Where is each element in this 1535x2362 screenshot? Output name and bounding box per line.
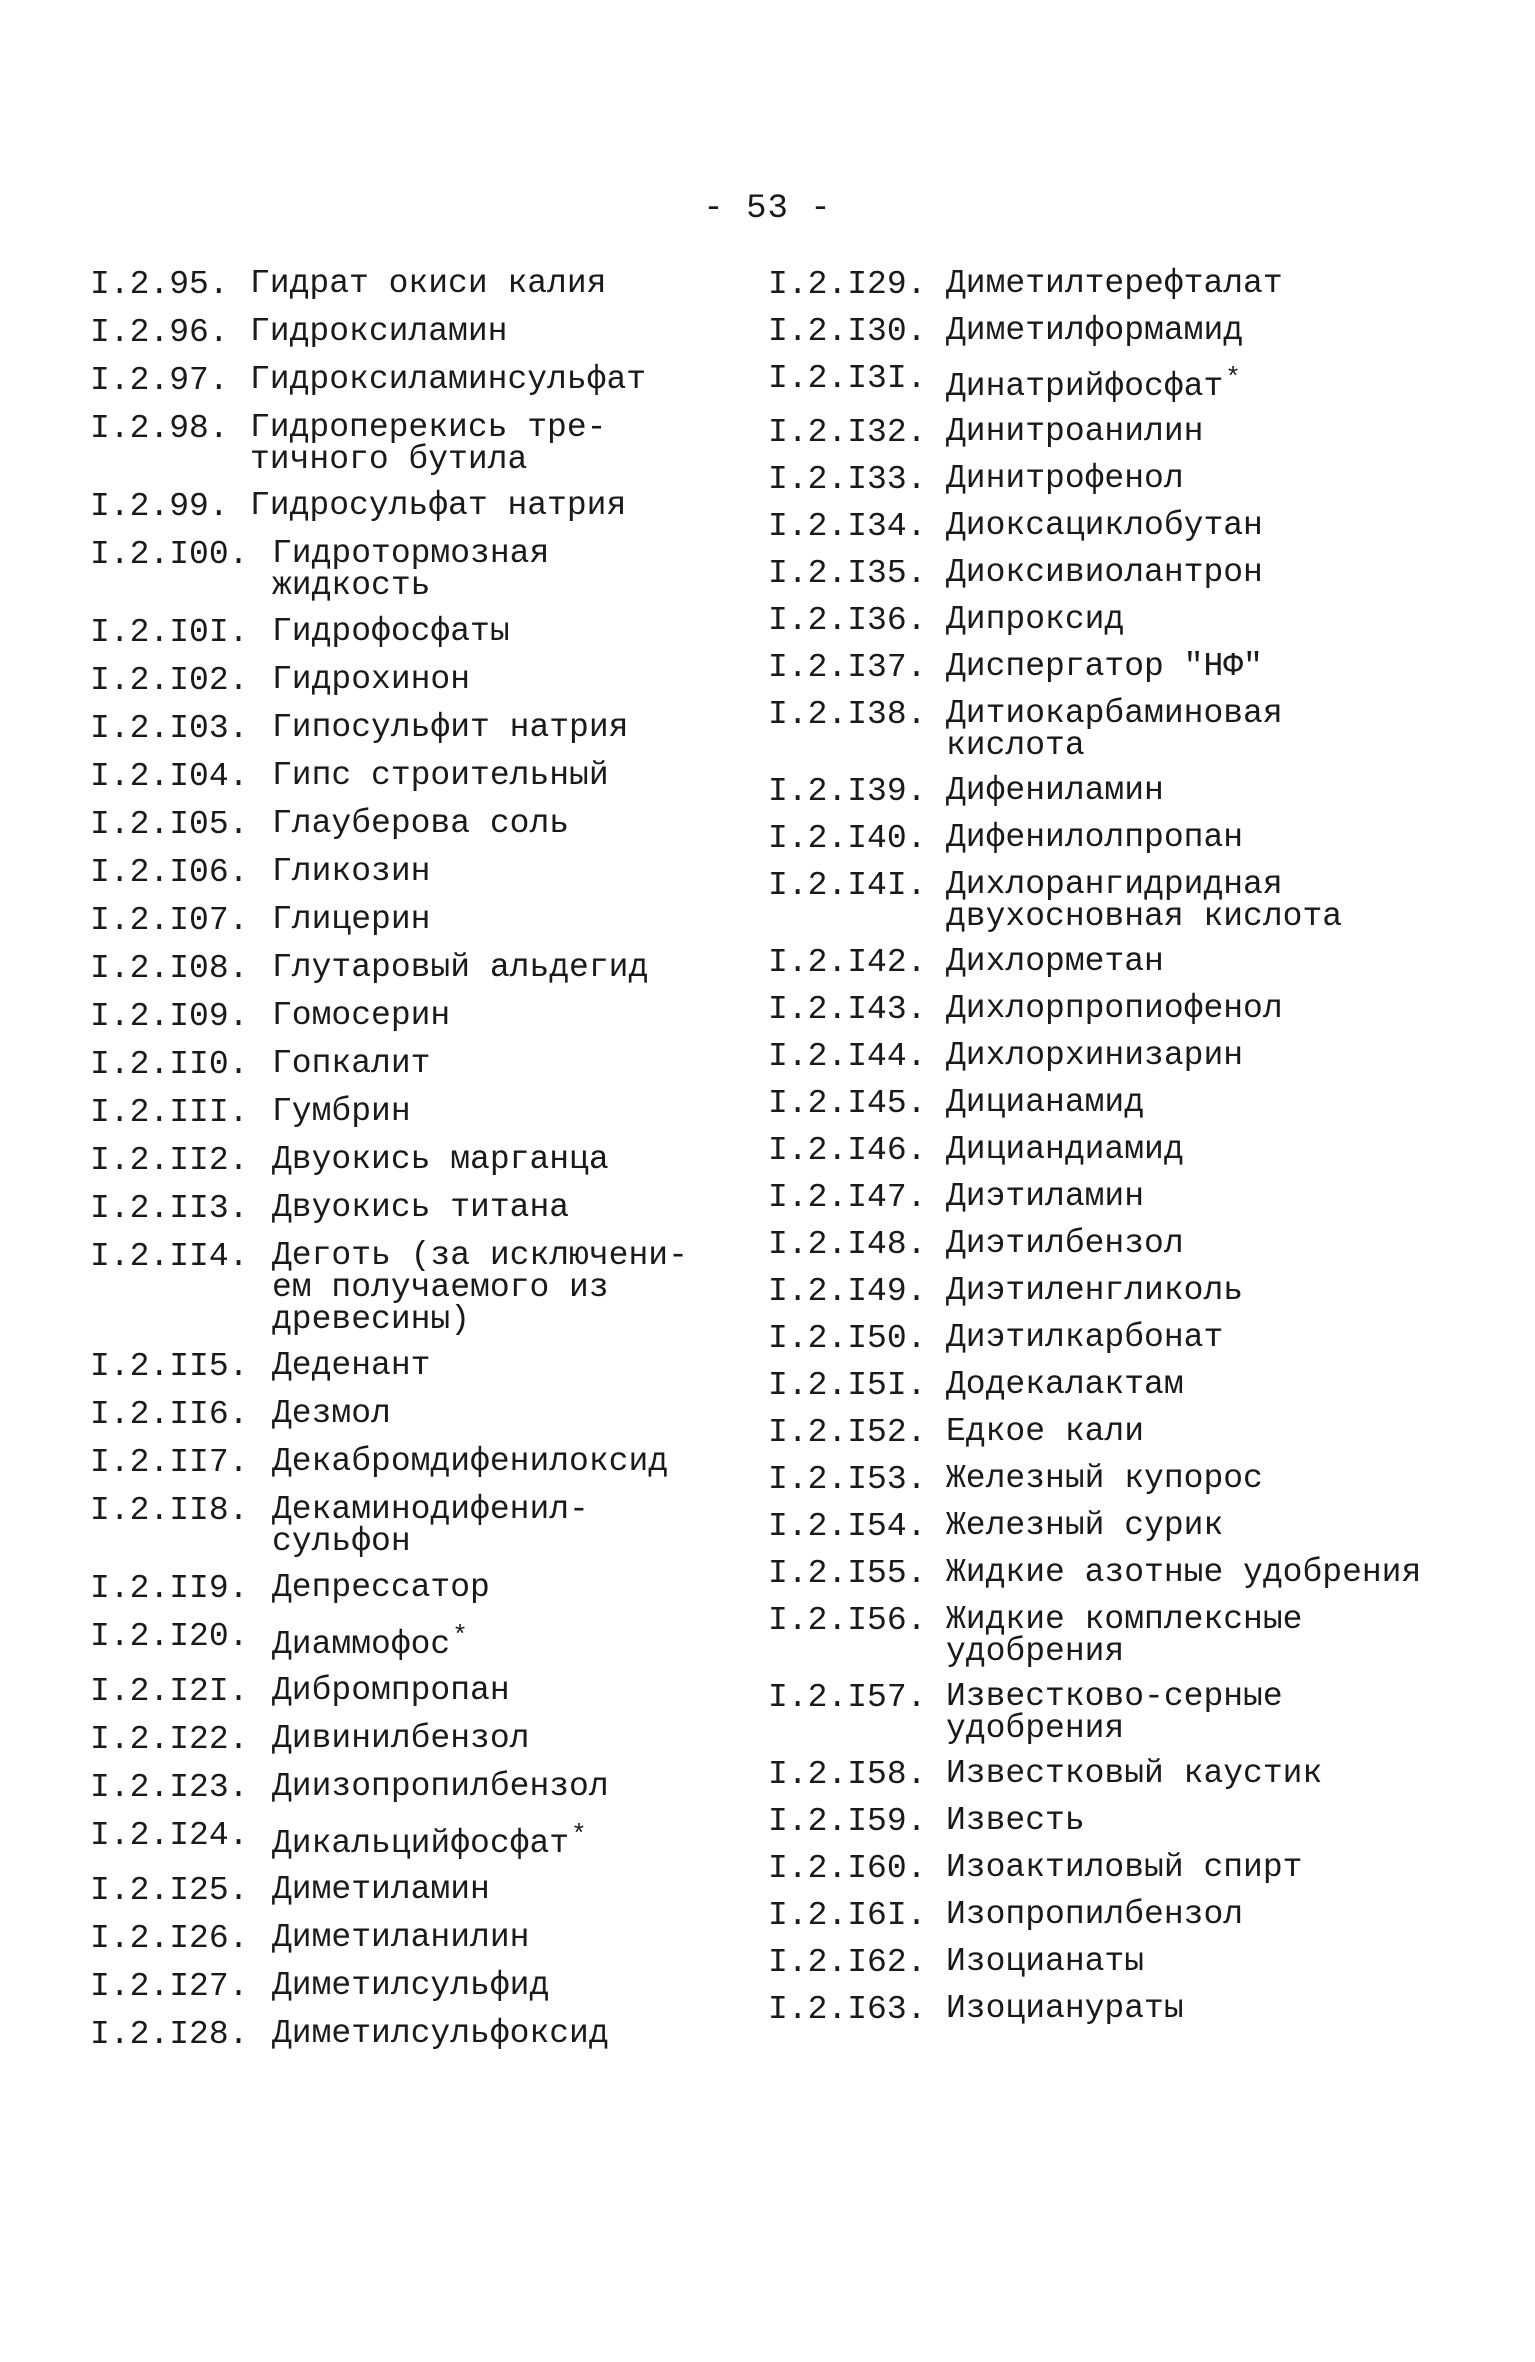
item-number: I.2.I27.	[90, 1968, 249, 2005]
item-name-text: Гидрофосфаты	[272, 613, 510, 650]
item-number: I.2.I49.	[768, 1273, 927, 1310]
list-item	[768, 695, 1488, 764]
item-name	[272, 709, 730, 746]
item-name-text: Известь	[946, 1802, 1085, 1839]
item-name	[946, 1755, 1488, 1792]
item-number: I.2.I20.	[90, 1618, 249, 1655]
item-name-text: Дивинилбензол	[272, 1720, 530, 1757]
list-item	[768, 648, 1488, 686]
list-item	[768, 601, 1488, 639]
item-number: I.2.I37.	[768, 649, 927, 686]
list-item	[90, 1093, 730, 1131]
item-name-text: Двуокись марганца	[272, 1141, 609, 1178]
list-item	[90, 613, 730, 651]
item-number: I.2.I28.	[90, 2016, 249, 2053]
item-name	[946, 312, 1488, 349]
list-item	[90, 1189, 730, 1227]
item-name	[946, 1319, 1488, 1356]
list-item	[90, 901, 730, 939]
item-name	[946, 1849, 1488, 1886]
item-name	[946, 554, 1488, 591]
list-item	[768, 1037, 1488, 1075]
item-number: I.2.I29.	[768, 266, 927, 303]
list-item	[90, 805, 730, 843]
item-name	[272, 535, 730, 604]
item-number: I.2.I09.	[90, 998, 249, 1035]
item-name-text: Дихлорхинизарин	[946, 1037, 1244, 1074]
list-item	[90, 1347, 730, 1385]
item-number: I.2.I35.	[768, 555, 927, 592]
item-number: I.2.I56.	[768, 1602, 927, 1639]
item-number: I.2.I47.	[768, 1179, 927, 1216]
item-name-text: Гипосульфит натрия	[272, 709, 629, 746]
item-name-text: Динатрийфосфат	[946, 368, 1224, 405]
list-item	[90, 361, 730, 399]
item-name-text: Диизопропилбензол	[272, 1768, 609, 1805]
list-item	[768, 1943, 1488, 1981]
item-name	[272, 1395, 730, 1432]
item-name-text: Дезмол	[272, 1395, 391, 1432]
item-number: I.2.I55.	[768, 1555, 927, 1592]
item-number: I.2.I33.	[768, 461, 927, 498]
item-name-text: Жидкие комплексные удобрения	[946, 1601, 1303, 1670]
footnote-asterisk: *	[571, 1820, 587, 1850]
item-name	[946, 772, 1488, 809]
item-number: I.2.I36.	[768, 602, 927, 639]
item-number: I.2.I26.	[90, 1920, 249, 1957]
item-name	[946, 1507, 1488, 1544]
list-item	[768, 312, 1488, 350]
item-name-text: Гидросульфат натрия	[250, 487, 627, 524]
item-name	[946, 1131, 1488, 1168]
item-name	[250, 409, 730, 478]
item-number: I.2.I38.	[768, 696, 927, 733]
list-item	[768, 1990, 1488, 2028]
list-item	[90, 409, 730, 478]
item-name-text: Гидроперекись тре- тичного бутила	[250, 409, 607, 478]
list-item	[768, 1896, 1488, 1934]
list-item	[90, 1871, 730, 1909]
item-number: I.2.I06.	[90, 854, 249, 891]
item-name-text: Жидкие азотные удобрения	[946, 1554, 1422, 1591]
item-number: I.2.I24.	[90, 1817, 249, 1854]
item-name	[272, 661, 730, 698]
item-name	[272, 1672, 730, 1709]
item-name-text: Известковый каустик	[946, 1755, 1323, 1792]
item-name-text: Декабромдифенилоксид	[272, 1443, 669, 1480]
item-name	[946, 648, 1488, 685]
item-name-text: Диметилформамид	[946, 312, 1244, 349]
item-number: I.2.II9.	[90, 1570, 249, 1607]
list-item	[768, 1272, 1488, 1310]
list-item	[768, 362, 1488, 403]
item-name-text: Диэтиламин	[946, 1178, 1145, 1215]
item-name-text: Гумбрин	[272, 1093, 411, 1130]
item-name	[272, 1768, 730, 1805]
item-number: I.2.I05.	[90, 806, 249, 843]
list-item	[768, 819, 1488, 857]
item-name-text: Дикальцийфосфат	[272, 1825, 570, 1862]
item-name-text: Диэтиленгликоль	[946, 1272, 1244, 1309]
item-number: I.2.I04.	[90, 758, 249, 795]
item-name-text: Дитиокарбаминовая кислота	[946, 695, 1283, 764]
list-item	[90, 1141, 730, 1179]
list-item	[90, 2015, 730, 2053]
item-number: I.2.99.	[90, 488, 229, 525]
item-name	[946, 1601, 1488, 1670]
item-name-text: Гидроксиламин	[250, 313, 508, 350]
left-column	[90, 265, 730, 2066]
item-name-text: Железный купорос	[946, 1460, 1263, 1497]
item-number: I.2.96.	[90, 314, 229, 351]
item-number: I.2.I23.	[90, 1769, 249, 1806]
item-number: I.2.II7.	[90, 1444, 249, 1481]
item-name-text: Двуокись титана	[272, 1189, 570, 1226]
item-number: I.2.I25.	[90, 1872, 249, 1909]
item-name	[250, 265, 730, 302]
item-name-text: Дициандиамид	[946, 1131, 1184, 1168]
item-name-text: Гопкалит	[272, 1045, 431, 1082]
list-item	[90, 1919, 730, 1957]
list-item	[90, 1819, 730, 1860]
item-number: I.2.I3I.	[768, 360, 927, 397]
item-name-text: Дицианамид	[946, 1084, 1145, 1121]
item-number: I.2.I03.	[90, 710, 249, 747]
item-name	[946, 1678, 1488, 1747]
item-name	[946, 1554, 1488, 1591]
item-name-text: Дибромпропан	[272, 1672, 510, 1709]
item-number: I.2.I50.	[768, 1320, 927, 1357]
list-item	[90, 1768, 730, 1806]
item-number: I.2.I42.	[768, 944, 927, 981]
item-number: I.2.II5.	[90, 1348, 249, 1385]
item-name-text: Гидрат окиси калия	[250, 265, 607, 302]
list-item	[768, 1554, 1488, 1592]
list-item	[90, 1045, 730, 1083]
item-name-text: Декаминодифенил- сульфон	[272, 1491, 589, 1560]
list-item	[768, 1678, 1488, 1747]
item-name	[946, 1943, 1488, 1980]
list-item	[90, 487, 730, 525]
list-item	[768, 990, 1488, 1028]
list-item	[768, 413, 1488, 451]
list-item	[768, 1601, 1488, 1670]
item-number: I.2.II6.	[90, 1396, 249, 1433]
item-number: I.2.I43.	[768, 991, 927, 1028]
item-name-text: Изоцианаты	[946, 1943, 1145, 1980]
item-number: I.2.I39.	[768, 773, 927, 810]
item-name-text: Гидротормозная жидкость	[272, 535, 550, 604]
item-name	[946, 1037, 1488, 1074]
item-number: I.2.II4.	[90, 1238, 249, 1275]
item-name	[272, 1189, 730, 1226]
item-name	[946, 819, 1488, 856]
item-name-text: Диэтилкарбонат	[946, 1319, 1224, 1356]
item-name	[946, 460, 1488, 497]
item-name-text: Гидрохинон	[272, 661, 471, 698]
list-item	[768, 1178, 1488, 1216]
item-number: I.2.I6I.	[768, 1897, 927, 1934]
item-number: I.2.I5I.	[768, 1367, 927, 1404]
item-name	[272, 1871, 730, 1908]
item-name	[250, 313, 730, 350]
list-item	[90, 1620, 730, 1661]
item-name	[272, 1491, 730, 1560]
item-name	[946, 1990, 1488, 2027]
item-name-text: Изоцианураты	[946, 1990, 1184, 2027]
list-item	[768, 1319, 1488, 1357]
item-name-text: Дихлорангидридная двухосновная кислота	[946, 866, 1343, 935]
item-name-text: Глауберова соль	[272, 805, 570, 842]
item-name-text: Едкое кали	[946, 1413, 1145, 1450]
item-name	[946, 1413, 1488, 1450]
item-number: I.2.I45.	[768, 1085, 927, 1122]
item-name	[946, 601, 1488, 638]
item-name-text: Диметилсульфид	[272, 1967, 550, 2004]
item-number: I.2.I07.	[90, 902, 249, 939]
item-name-text: Динитрофенол	[946, 460, 1184, 497]
list-item	[90, 1967, 730, 2005]
list-item	[768, 1755, 1488, 1793]
item-name	[946, 1460, 1488, 1497]
item-name	[272, 1443, 730, 1480]
item-name	[946, 695, 1488, 764]
item-name-text: Железный сурик	[946, 1507, 1224, 1544]
item-name-text: Диоксациклобутан	[946, 507, 1263, 544]
item-name	[946, 413, 1488, 450]
list-item	[768, 507, 1488, 545]
item-name-text: Динитроанилин	[946, 413, 1204, 450]
item-number: I.2.98.	[90, 410, 229, 447]
item-number: I.2.I53.	[768, 1461, 927, 1498]
item-name	[946, 1366, 1488, 1403]
item-name	[272, 1347, 730, 1384]
item-number: I.2.97.	[90, 362, 229, 399]
item-number: I.2.I52.	[768, 1414, 927, 1451]
list-item	[90, 535, 730, 604]
page-number: - 53 -	[703, 190, 832, 228]
item-name-text: Диметилтерефталат	[946, 265, 1283, 302]
item-number: I.2.I4I.	[768, 867, 927, 904]
item-name	[946, 1084, 1488, 1121]
list-item	[90, 997, 730, 1035]
list-item	[768, 943, 1488, 981]
item-number: I.2.II8.	[90, 1492, 249, 1529]
item-name	[272, 1141, 730, 1178]
item-name-text: Изоактиловый спирт	[946, 1849, 1303, 1886]
list-item	[768, 866, 1488, 935]
item-name	[946, 1272, 1488, 1309]
item-number: I.2.III.	[90, 1094, 249, 1131]
item-name-text: Диэтилбензол	[946, 1225, 1184, 1262]
item-name	[272, 805, 730, 842]
list-item	[90, 1569, 730, 1607]
list-item	[90, 1443, 730, 1481]
list-item	[90, 1237, 730, 1338]
item-number: I.2.I58.	[768, 1756, 927, 1793]
list-item	[90, 265, 730, 303]
item-name	[946, 362, 1488, 403]
item-name	[272, 613, 730, 650]
item-name-text: Дихлорпропиофенол	[946, 990, 1283, 1027]
item-number: I.2.II2.	[90, 1142, 249, 1179]
item-name	[946, 866, 1488, 935]
item-name-text: Изопропилбензол	[946, 1896, 1244, 1933]
item-number: I.2.II3.	[90, 1190, 249, 1227]
list-item	[90, 709, 730, 747]
item-name-text: Деготь (за исключени- ем получаемого из древесины)	[272, 1237, 688, 1338]
item-number: I.2.I08.	[90, 950, 249, 987]
item-name-text: Диметиламин	[272, 1871, 490, 1908]
list-item	[768, 1802, 1488, 1840]
item-number: I.2.I48.	[768, 1226, 927, 1263]
list-item	[90, 853, 730, 891]
item-number: I.2.I34.	[768, 508, 927, 545]
item-name	[272, 1045, 730, 1082]
item-name	[946, 1802, 1488, 1839]
item-name-text: Известково-серные удобрения	[946, 1678, 1283, 1747]
item-name-text: Дифениламин	[946, 772, 1164, 809]
list-item	[768, 1366, 1488, 1404]
item-name-text: Диоксивиолантрон	[946, 554, 1263, 591]
list-item	[768, 1131, 1488, 1169]
item-name	[272, 1569, 730, 1606]
item-name	[272, 757, 730, 794]
item-name	[272, 853, 730, 890]
item-number: I.2.I40.	[768, 820, 927, 857]
item-name-text: Гликозин	[272, 853, 431, 890]
item-number: I.2.I2I.	[90, 1673, 249, 1710]
item-name-text: Диметилсульфоксид	[272, 2015, 609, 2052]
list-item	[768, 1507, 1488, 1545]
item-number: I.2.I00.	[90, 536, 249, 573]
item-name	[946, 265, 1488, 302]
item-name-text: Деденант	[272, 1347, 431, 1384]
item-name	[272, 1720, 730, 1757]
item-number: I.2.I30.	[768, 313, 927, 350]
item-number: I.2.I32.	[768, 414, 927, 451]
item-name-text: Глутаровый альдегид	[272, 949, 649, 986]
list-item	[768, 1084, 1488, 1122]
item-name	[272, 1620, 730, 1661]
item-name-text: Дихлорметан	[946, 943, 1164, 980]
item-name-text: Глицерин	[272, 901, 431, 938]
item-number: I.2.I44.	[768, 1038, 927, 1075]
item-name	[272, 1093, 730, 1130]
list-item	[768, 460, 1488, 498]
item-name	[272, 901, 730, 938]
list-item	[768, 1849, 1488, 1887]
list-item	[768, 265, 1488, 303]
item-number: I.2.I54.	[768, 1508, 927, 1545]
item-name	[250, 361, 730, 398]
item-name	[272, 997, 730, 1034]
item-number: I.2.I0I.	[90, 614, 249, 651]
item-name-text: Диаммофос	[272, 1626, 451, 1663]
footnote-asterisk: *	[1225, 363, 1241, 393]
list-item	[768, 554, 1488, 592]
item-name	[272, 1819, 730, 1860]
list-item	[90, 1720, 730, 1758]
item-name-text: Депрессатор	[272, 1569, 490, 1606]
item-name-text: Додекалактам	[946, 1366, 1184, 1403]
item-number: I.2.II0.	[90, 1046, 249, 1083]
item-number: I.2.95.	[90, 266, 229, 303]
item-name	[272, 2015, 730, 2052]
right-column	[768, 265, 1488, 2040]
item-name	[946, 943, 1488, 980]
item-name-text: Диспергатор "НФ"	[946, 648, 1263, 685]
item-name	[272, 1237, 730, 1338]
item-name	[946, 1896, 1488, 1933]
item-number: I.2.I59.	[768, 1803, 927, 1840]
list-item	[768, 772, 1488, 810]
item-name	[946, 507, 1488, 544]
item-number: I.2.I63.	[768, 1991, 927, 2028]
list-item	[768, 1225, 1488, 1263]
list-item	[90, 1491, 730, 1560]
list-item	[90, 1672, 730, 1710]
list-item	[90, 313, 730, 351]
item-number: I.2.I62.	[768, 1944, 927, 1981]
item-number: I.2.I46.	[768, 1132, 927, 1169]
list-item	[768, 1413, 1488, 1451]
footnote-asterisk: *	[452, 1621, 468, 1651]
list-item	[90, 757, 730, 795]
item-name	[272, 1919, 730, 1956]
item-name	[272, 949, 730, 986]
item-name-text: Гидроксиламинсульфат	[250, 361, 647, 398]
item-name	[946, 1225, 1488, 1262]
list-item	[768, 1460, 1488, 1498]
item-name-text: Гипс строительный	[272, 757, 609, 794]
list-item	[90, 661, 730, 699]
list-item	[90, 1395, 730, 1433]
item-number: I.2.I57.	[768, 1679, 927, 1716]
item-name	[250, 487, 730, 524]
item-number: I.2.I02.	[90, 662, 249, 699]
item-name	[946, 990, 1488, 1027]
item-name-text: Дифенилолпропан	[946, 819, 1244, 856]
item-number: I.2.I22.	[90, 1721, 249, 1758]
item-name-text: Гомосерин	[272, 997, 451, 1034]
item-name	[946, 1178, 1488, 1215]
list-item	[90, 949, 730, 987]
item-number: I.2.I60.	[768, 1850, 927, 1887]
item-name-text: Дипроксид	[946, 601, 1125, 638]
item-name	[272, 1967, 730, 2004]
item-name-text: Диметиланилин	[272, 1919, 530, 1956]
